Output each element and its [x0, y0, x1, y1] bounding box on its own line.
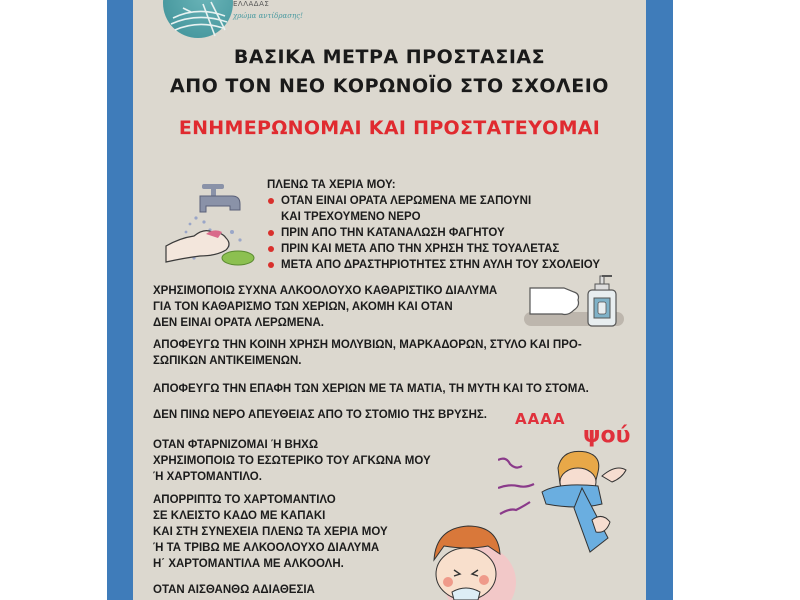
page-title-line1: ΒΑΣΙΚΑ ΜΕΤΡΑ ΠΡΟΣΤΑΣΙΑΣ [233, 46, 546, 68]
sanitizer-illustration [518, 272, 630, 332]
unwell-paragraph: ΟΤΑΝ ΑΙΣΘΑΝΘΩ ΑΔΙΑΘΕΣΙΑ [153, 584, 315, 596]
paragraph-line: ΑΠΟΡΡΙΠΤΩ ΤΟ ΧΑΡΤΟΜΑΝΤΙΛΟ [153, 494, 336, 506]
list-item-text: ΟΤΑΝ ΕΙΝΑΙ ΟΡΑΤΑ ΛΕΡΩΜΕΝΑ ΜΕ ΣΑΠΟΥΝΙ [281, 195, 532, 207]
sneeze-paragraph [153, 437, 431, 485]
paragraph-line: ΓΙΑ ΤΟΝ ΚΑΘΑΡΙΣΜΟ ΤΩΝ ΧΕΡΙΩΝ, ΑΚΟΜΗ ΚΑΙ ΟΤΑΝ [153, 301, 453, 313]
logo-name: ΕΛΛΑΔΑΣ [233, 0, 270, 8]
sneeze-lines [498, 459, 534, 514]
bullet-dot [268, 246, 274, 252]
sanitizer-paragraph [153, 283, 497, 331]
paragraph-line: ΔΕΝ ΕΙΝΑΙ ΟΡΑΤΑ ΛΕΡΩΜΕΝΑ. [153, 317, 324, 329]
list-item [267, 225, 600, 241]
pencils-paragraph [153, 337, 582, 369]
list-item [267, 241, 600, 257]
hands-icon [166, 230, 229, 262]
paragraph-line: ΧΡΗΣΙΜΟΠΟΙΩ ΣΥΧΝΑ ΑΛΚΟΟΛΟΥΧΟ ΚΑΘΑΡΙΣΤΙΚΟ ΔΙΑΛΥΜΑ [153, 285, 498, 297]
bullet-dot [268, 198, 274, 204]
globe-icon [163, 0, 233, 38]
paragraph-line: ΣΕ ΚΛΕΙΣΤΟ ΚΑΔΟ ΜΕ ΚΑΠΑΚΙ [153, 510, 326, 522]
paragraph-line: Ή ΧΑΡΤΟΜΑΝΤΙΛΟ. [153, 471, 262, 483]
paragraph-line: ΧΡΗΣΙΜΟΠΟΙΩ ΤΟ ΕΣΩΤΕΡΙΚΟ ΤΟΥ ΑΓΚΩΝΑ ΜΟΥ [153, 455, 431, 467]
organization-logo [163, 0, 233, 38]
paragraph-line: ΑΠΟΦΕΥΓΩ ΤΗΝ ΚΟΙΝΗ ΧΡΗΣΗ ΜΟΛΥΒΙΩΝ, ΜΑΡΚΑΔΟΡΩΝ, ΣΤΥΛΟ ΚΑΙ ΠΡΟ- [153, 339, 582, 351]
paragraph-line: ΟΤΑΝ ΦΤΑΡΝΙΖΟΜΑΙ Ή ΒΗΧΩ [153, 439, 319, 451]
handwashing-list [267, 193, 600, 273]
paragraph-line: ΣΩΠΙΚΩΝ ΑΝΤΙΚΕΙΜΕΝΩΝ. [153, 355, 302, 367]
poster-frame [107, 0, 673, 600]
paragraph-line: Η΄ ΧΑΡΤΟΜΑΝΤΙΛΑ ΜΕ ΑΛΚΟΟΛΗ. [153, 558, 344, 570]
eyes-paragraph: ΑΠΟΦΕΥΓΩ ΤΗΝ ΕΠΑΦΗ ΤΩΝ ΧΕΡΙΩΝ ΜΕ ΤΑ ΜΑΤΙΑ, ΤΗ ΜΥΤΗ ΚΑΙ ΤΟ ΣΤΟΜΑ. [153, 383, 589, 395]
list-item-text: ΠΡΙΝ ΑΠΟ ΤΗΝ ΚΑΤΑΝΑΛΩΣΗ ΦΑΓΗΤΟΥ [281, 227, 505, 239]
dispose-paragraph [153, 492, 388, 572]
soap-icon [222, 251, 254, 265]
list-item-text: ΠΡΙΝ ΚΑΙ ΜΕΤΑ ΑΠΟ ΤΗΝ ΧΡΗΣΗ ΤΗΣ ΤΟΥΑΛΕΤΑΣ [281, 243, 560, 255]
hand-icon [530, 288, 579, 315]
bullet-dot [268, 230, 274, 236]
list-item [267, 193, 600, 225]
faucet-icon [200, 184, 240, 212]
logo-slogan: χρώμα αντίδρασης! [233, 12, 303, 20]
tissue-boy-illustration [418, 520, 528, 600]
sanitizer-bottle-icon [588, 276, 616, 326]
poster-paper [133, 0, 646, 600]
paragraph-line: ΚΑΙ ΣΤΗ ΣΥΝΕΧΕΙΑ ΠΛΕΝΩ ΤΑ ΧΕΡΙΑ ΜΟΥ [153, 526, 388, 538]
handwashing-illustration [160, 172, 270, 272]
paragraph-line: Ή ΤΑ ΤΡΙΒΩ ΜΕ ΑΛΚΟΟΛΟΥΧΟ ΔΙΑΛΥΜΑ [153, 542, 380, 554]
list-item-text-cont: ΚΑΙ ΤΡΕΧΟΥΜΕΝΟ ΝΕΡΟ [281, 211, 421, 223]
page-title-line2: ΑΠΟ ΤΟΝ ΝΕΟ ΚΟΡΩΝΟΪΟ ΣΤΟ ΣΧΟΛΕΙΟ [170, 75, 609, 97]
water-paragraph: ΔΕΝ ΠΙΝΩ ΝΕΡΟ ΑΠΕΥΘΕΙΑΣ ΑΠΟ ΤΟ ΣΤΟΜΙΟ ΤΗΣ ΒΡΥΣΗΣ. [153, 409, 487, 421]
sneeze-sound-text-2: ψού [583, 423, 631, 448]
bullet-dot [268, 262, 274, 268]
page-subtitle: ΕΝΗΜΕΡΩΝΟΜΑΙ ΚΑΙ ΠΡΟΣΤΑΤΕΥΟΜΑΙ [178, 117, 601, 139]
list-item [267, 257, 600, 273]
list-item-text: ΜΕΤΑ ΑΠΟ ΔΡΑΣΤΗΡΙΟΤΗΤΕΣ ΣΤΗΝ ΑΥΛΗ ΤΟΥ ΣΧΟΛΕΙΟΥ [281, 259, 601, 271]
sneeze-sound-text-1: ΑΑΑΑ [515, 410, 566, 428]
handwashing-title: ΠΛΕΝΩ ΤΑ ΧΕΡΙΑ ΜΟΥ: [267, 179, 396, 191]
